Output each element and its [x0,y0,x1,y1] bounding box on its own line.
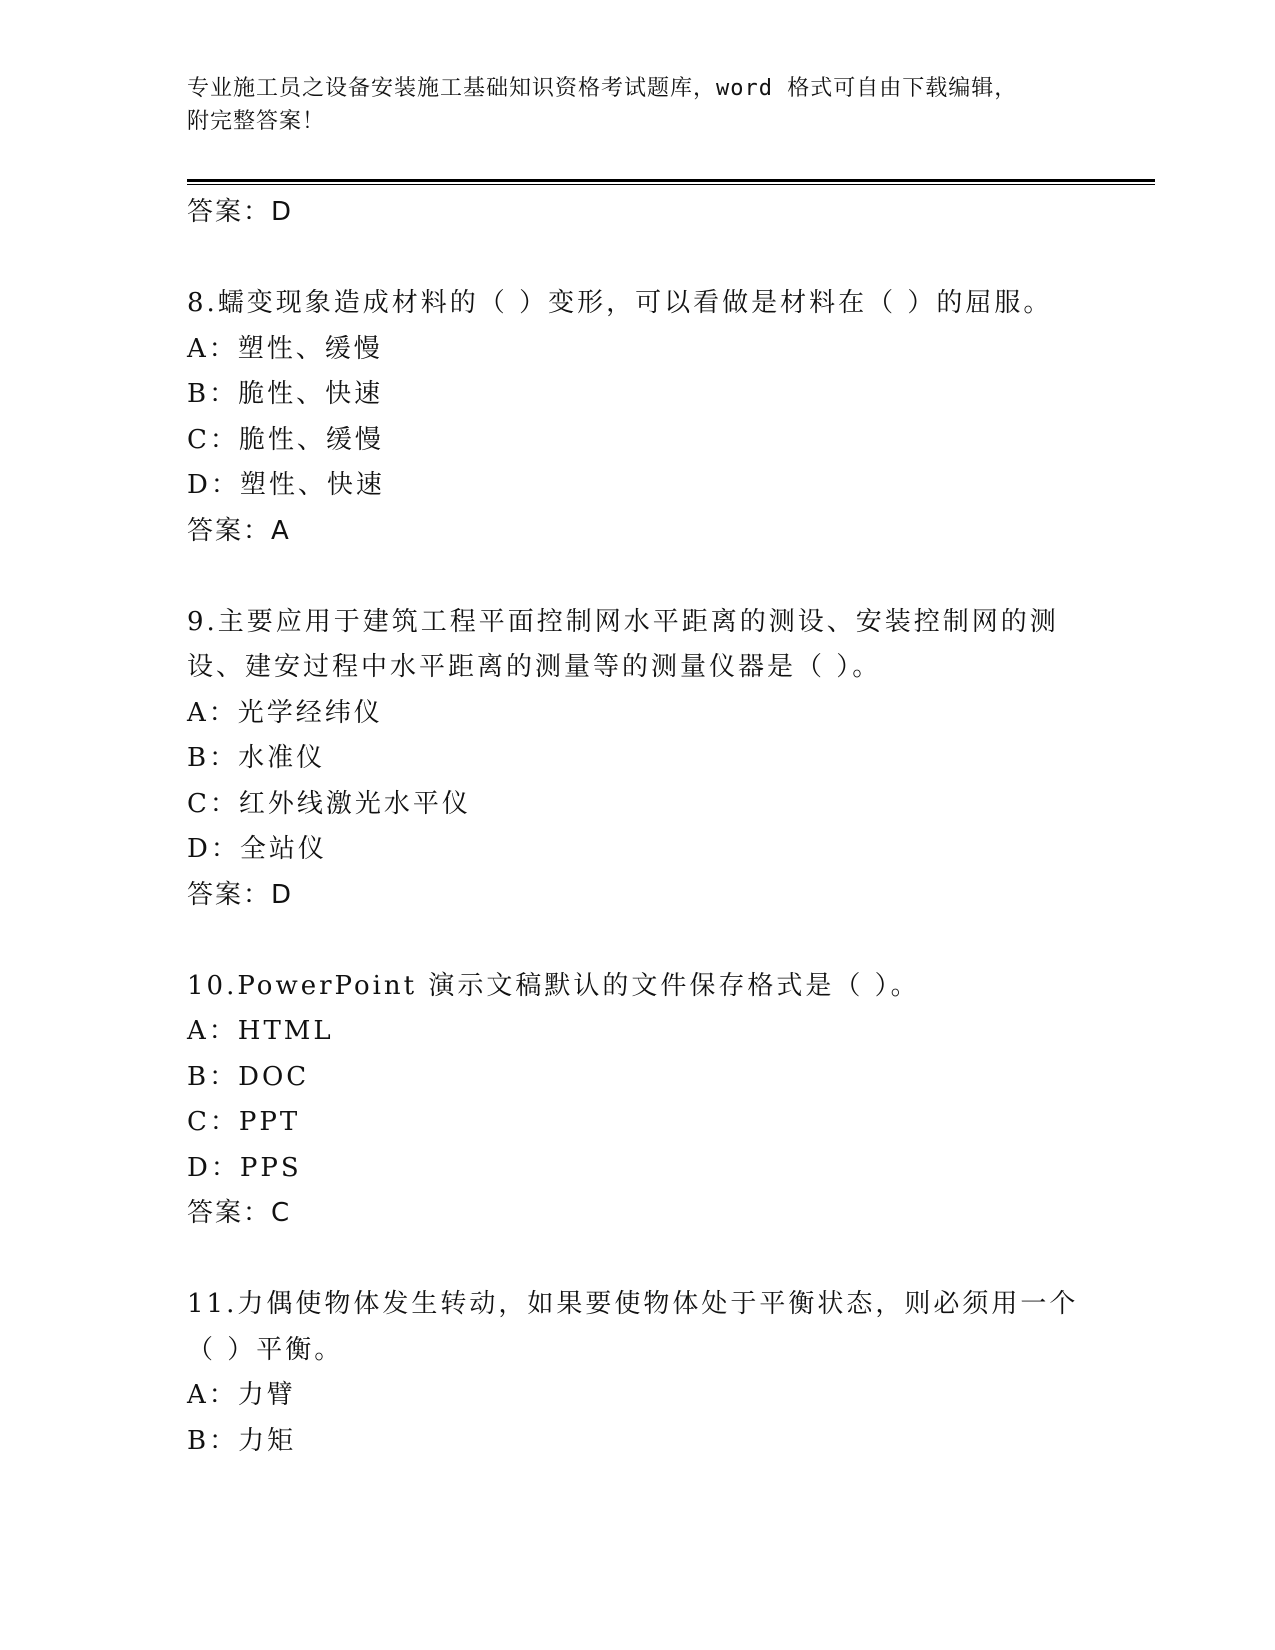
question-9 [187,600,1087,919]
question-stem: 10.PowerPoint 演示文稿默认的文件保存格式是（ ）。 [187,970,920,1001]
option-d: D：全站仪 [187,834,327,864]
question-stem: 8.蠕变现象造成材料的（ ）变形，可以看做是材料在（ ）的屈服。 [187,288,1053,318]
option-a: A：HTML [187,1016,334,1046]
option-b: B：力矩 [187,1425,297,1456]
answer-line: 答案：C [187,1198,292,1228]
answer-line: 答案：D [187,197,294,227]
option-a: A：光学经纬仪 [187,697,383,728]
option-c: C：红外线激光水平仪 [187,788,471,819]
question-stem-continued: 设、建安过程中水平距离的测量等的测量仪器是（ ）。 [187,652,882,682]
question-8 [187,281,1087,554]
header-line-1: 专业施工员之设备安装施工基础知识资格考试题库，word 格式可自由下载编辑， [187,76,1018,101]
option-a: A：力臂 [187,1380,296,1410]
document-header [187,72,1067,138]
question-stem: 9.主要应用于建筑工程平面控制网水平距离的测设、安装控制网的测 [187,606,1059,637]
answer-line: 答案：A [187,515,291,546]
header-line-2: 附完整答案！ [187,109,326,134]
question-stem: 11.力偶使物体发生转动，如果要使物体处于平衡状态，则必须用一个 [187,1289,1079,1319]
header-divider-thick [187,179,1155,182]
option-c: C：PPT [187,1107,301,1137]
header-divider-thin [187,184,1155,185]
option-d: D：PPS [187,1152,302,1183]
answer-line: 答案：D [187,879,294,910]
option-d: D：塑性、快速 [187,470,385,500]
question-10 [187,964,1087,1237]
question-stem-continued: （ ）平衡。 [187,1334,344,1365]
option-b: B：DOC [187,1061,310,1092]
question-list [187,190,1087,1464]
option-a: A：塑性、缓慢 [187,333,383,364]
option-b: B：水准仪 [187,743,326,773]
question-11 [187,1282,1087,1464]
option-b: B：脆性、快速 [187,379,384,409]
option-c: C：脆性、缓慢 [187,424,384,455]
